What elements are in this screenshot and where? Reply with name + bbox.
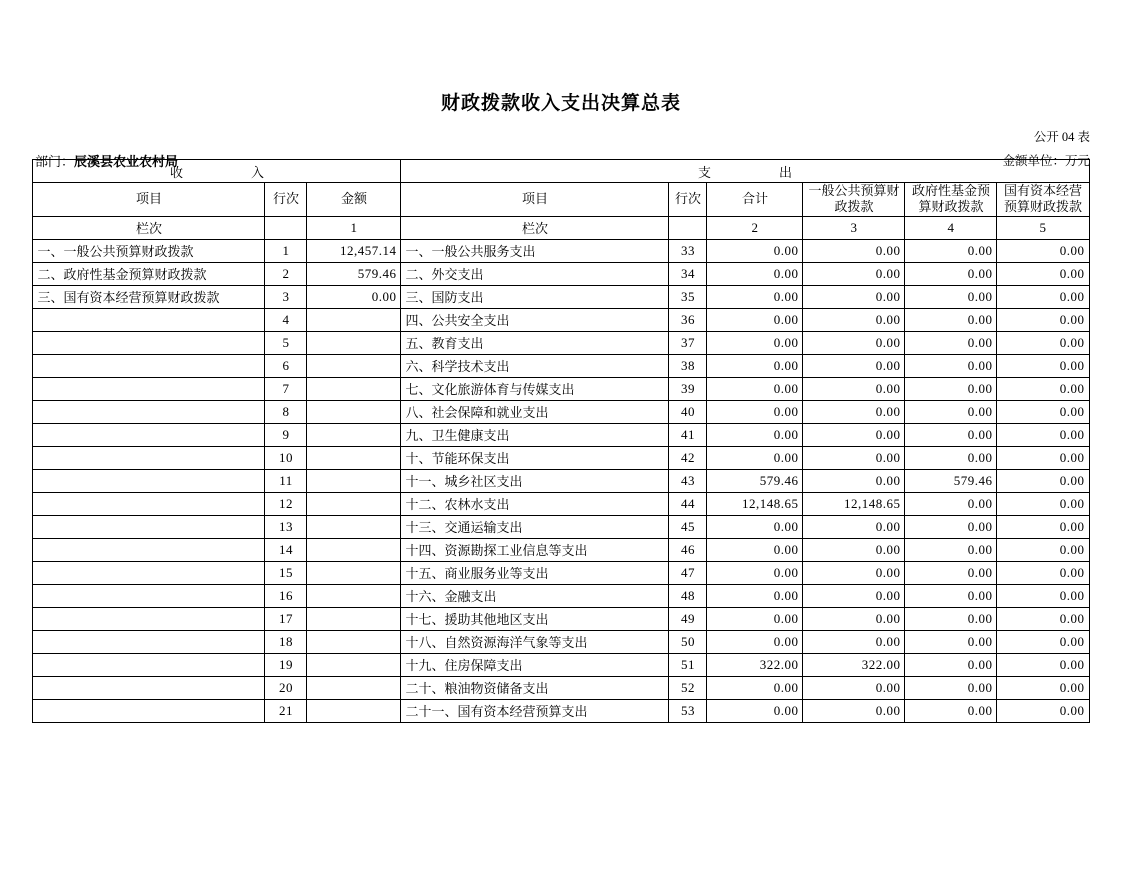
expense-item: 十一、城乡社区支出 bbox=[401, 469, 669, 492]
income-line: 17 bbox=[265, 607, 307, 630]
expense-fund-index: 4 bbox=[905, 216, 997, 239]
expense-fund: 0.00 bbox=[905, 400, 997, 423]
expense-state: 0.00 bbox=[997, 262, 1089, 285]
expense-general: 0.00 bbox=[803, 331, 905, 354]
income-item bbox=[33, 561, 265, 584]
expense-general: 0.00 bbox=[803, 469, 905, 492]
expense-state: 0.00 bbox=[997, 653, 1089, 676]
expense-line: 53 bbox=[669, 699, 707, 722]
income-item bbox=[33, 699, 265, 722]
header-expense-item: 项目 bbox=[401, 183, 669, 217]
income-amount-index: 1 bbox=[307, 216, 401, 239]
income-item bbox=[33, 469, 265, 492]
expense-item: 一、一般公共服务支出 bbox=[401, 239, 669, 262]
expense-general: 0.00 bbox=[803, 538, 905, 561]
income-line: 20 bbox=[265, 676, 307, 699]
income-line: 18 bbox=[265, 630, 307, 653]
expense-total: 0.00 bbox=[707, 400, 803, 423]
expense-fund: 0.00 bbox=[905, 377, 997, 400]
expense-fund: 0.00 bbox=[905, 308, 997, 331]
expense-fund: 0.00 bbox=[905, 630, 997, 653]
income-item bbox=[33, 354, 265, 377]
expense-general: 322.00 bbox=[803, 653, 905, 676]
expense-item: 十四、资源勘探工业信息等支出 bbox=[401, 538, 669, 561]
expense-fund: 0.00 bbox=[905, 262, 997, 285]
table-row bbox=[33, 699, 1089, 722]
expense-item: 十二、农林水支出 bbox=[401, 492, 669, 515]
table-row bbox=[33, 515, 1089, 538]
expense-total: 0.00 bbox=[707, 308, 803, 331]
table-row bbox=[33, 676, 1089, 699]
income-line: 8 bbox=[265, 400, 307, 423]
expense-line: 49 bbox=[669, 607, 707, 630]
expense-general: 0.00 bbox=[803, 400, 905, 423]
expense-state: 0.00 bbox=[997, 331, 1089, 354]
income-line: 4 bbox=[265, 308, 307, 331]
income-line: 21 bbox=[265, 699, 307, 722]
expense-general: 0.00 bbox=[803, 561, 905, 584]
expense-total: 0.00 bbox=[707, 239, 803, 262]
income-item bbox=[33, 400, 265, 423]
table-row bbox=[33, 423, 1089, 446]
expense-state: 0.00 bbox=[997, 400, 1089, 423]
expense-fund: 0.00 bbox=[905, 285, 997, 308]
income-item bbox=[33, 331, 265, 354]
expense-line: 44 bbox=[669, 492, 707, 515]
table-row bbox=[33, 653, 1089, 676]
table-row bbox=[33, 239, 1089, 262]
expense-state: 0.00 bbox=[997, 285, 1089, 308]
expense-state: 0.00 bbox=[997, 377, 1089, 400]
expense-item: 十六、金融支出 bbox=[401, 584, 669, 607]
expense-line: 48 bbox=[669, 584, 707, 607]
expense-item: 十五、商业服务业等支出 bbox=[401, 561, 669, 584]
expense-item: 八、社会保障和就业支出 bbox=[401, 400, 669, 423]
department-value: 辰溪县农业农村局 bbox=[74, 154, 179, 169]
expense-fund: 0.00 bbox=[905, 446, 997, 469]
expense-fund: 579.46 bbox=[905, 469, 997, 492]
expense-general: 0.00 bbox=[803, 423, 905, 446]
income-amount bbox=[307, 630, 401, 653]
expense-total: 0.00 bbox=[707, 584, 803, 607]
expense-line: 41 bbox=[669, 423, 707, 446]
income-item: 三、国有资本经营预算财政拨款 bbox=[33, 285, 265, 308]
expense-total: 0.00 bbox=[707, 331, 803, 354]
income-line: 7 bbox=[265, 377, 307, 400]
expense-line: 39 bbox=[669, 377, 707, 400]
expense-item: 二十一、国有资本经营预算支出 bbox=[401, 699, 669, 722]
page bbox=[0, 88, 1122, 881]
income-amount bbox=[307, 423, 401, 446]
expense-item: 五、教育支出 bbox=[401, 331, 669, 354]
expense-item: 二、外交支出 bbox=[401, 262, 669, 285]
income-amount bbox=[307, 377, 401, 400]
expense-fund: 0.00 bbox=[905, 699, 997, 722]
expense-item: 七、文化旅游体育与传媒支出 bbox=[401, 377, 669, 400]
income-amount bbox=[307, 331, 401, 354]
expense-fund: 0.00 bbox=[905, 584, 997, 607]
expense-column-index-label: 栏次 bbox=[401, 216, 669, 239]
income-item bbox=[33, 584, 265, 607]
expense-general: 0.00 bbox=[803, 308, 905, 331]
income-item: 一、一般公共预算财政拨款 bbox=[33, 239, 265, 262]
expense-state: 0.00 bbox=[997, 492, 1089, 515]
expense-item: 十九、住房保障支出 bbox=[401, 653, 669, 676]
income-line: 13 bbox=[265, 515, 307, 538]
table-row bbox=[33, 331, 1089, 354]
expense-general: 0.00 bbox=[803, 239, 905, 262]
expense-state: 0.00 bbox=[997, 561, 1089, 584]
expense-fund: 0.00 bbox=[905, 354, 997, 377]
table-row bbox=[33, 308, 1089, 331]
expense-state: 0.00 bbox=[997, 515, 1089, 538]
income-item bbox=[33, 607, 265, 630]
expense-state: 0.00 bbox=[997, 469, 1089, 492]
expense-line: 43 bbox=[669, 469, 707, 492]
table-row bbox=[33, 446, 1089, 469]
expense-line: 42 bbox=[669, 446, 707, 469]
expense-item: 十三、交通运输支出 bbox=[401, 515, 669, 538]
expense-total: 579.46 bbox=[707, 469, 803, 492]
expense-total: 0.00 bbox=[707, 423, 803, 446]
expense-line: 35 bbox=[669, 285, 707, 308]
expense-fund: 0.00 bbox=[905, 239, 997, 262]
expense-state: 0.00 bbox=[997, 607, 1089, 630]
header-expense-gov-fund: 政府性基金预算财政拨款 bbox=[905, 183, 997, 217]
header-income-line: 行次 bbox=[265, 183, 307, 217]
income-amount bbox=[307, 446, 401, 469]
amount-unit-note: 金额单位：万元 bbox=[1002, 154, 1090, 168]
expense-state: 0.00 bbox=[997, 354, 1089, 377]
expense-fund: 0.00 bbox=[905, 515, 997, 538]
income-line: 11 bbox=[265, 469, 307, 492]
expense-total: 322.00 bbox=[707, 653, 803, 676]
expense-line: 33 bbox=[669, 239, 707, 262]
income-line-index-blank bbox=[265, 216, 307, 239]
expense-fund: 0.00 bbox=[905, 561, 997, 584]
expense-total: 0.00 bbox=[707, 354, 803, 377]
expense-line: 36 bbox=[669, 308, 707, 331]
expense-general: 0.00 bbox=[803, 377, 905, 400]
sheet-number: 公开 04 表 bbox=[1033, 130, 1090, 144]
income-amount bbox=[307, 469, 401, 492]
expense-general: 0.00 bbox=[803, 699, 905, 722]
expense-fund: 0.00 bbox=[905, 653, 997, 676]
expense-line: 50 bbox=[669, 630, 707, 653]
income-line: 5 bbox=[265, 331, 307, 354]
expense-line-index-blank bbox=[669, 216, 707, 239]
expense-state: 0.00 bbox=[997, 446, 1089, 469]
expense-total: 0.00 bbox=[707, 561, 803, 584]
income-group-header: 收 入 bbox=[33, 160, 401, 183]
table-column-index-row bbox=[33, 216, 1089, 239]
expense-state: 0.00 bbox=[997, 630, 1089, 653]
income-amount bbox=[307, 400, 401, 423]
expense-total: 0.00 bbox=[707, 676, 803, 699]
income-amount bbox=[307, 354, 401, 377]
expense-general: 0.00 bbox=[803, 285, 905, 308]
table-group-header-row bbox=[33, 160, 1089, 183]
expense-state: 0.00 bbox=[997, 538, 1089, 561]
expense-total: 0.00 bbox=[707, 446, 803, 469]
expense-total: 0.00 bbox=[707, 262, 803, 285]
expense-state: 0.00 bbox=[997, 676, 1089, 699]
expense-item: 三、国防支出 bbox=[401, 285, 669, 308]
expense-total: 0.00 bbox=[707, 699, 803, 722]
income-amount bbox=[307, 492, 401, 515]
expense-total: 0.00 bbox=[707, 515, 803, 538]
expense-fund: 0.00 bbox=[905, 538, 997, 561]
table-row bbox=[33, 561, 1089, 584]
income-amount bbox=[307, 699, 401, 722]
income-column-index-label: 栏次 bbox=[33, 216, 265, 239]
expense-line: 34 bbox=[669, 262, 707, 285]
income-amount bbox=[307, 538, 401, 561]
expense-item: 十、节能环保支出 bbox=[401, 446, 669, 469]
income-item bbox=[33, 538, 265, 561]
expense-fund: 0.00 bbox=[905, 676, 997, 699]
income-item bbox=[33, 492, 265, 515]
expense-item: 四、公共安全支出 bbox=[401, 308, 669, 331]
table-row bbox=[33, 630, 1089, 653]
expense-general: 0.00 bbox=[803, 584, 905, 607]
income-amount: 579.46 bbox=[307, 262, 401, 285]
expense-state: 0.00 bbox=[997, 584, 1089, 607]
income-item bbox=[33, 653, 265, 676]
header-expense-state-capital: 国有资本经营预算财政拨款 bbox=[997, 183, 1089, 217]
expense-general: 0.00 bbox=[803, 607, 905, 630]
expense-total-index: 2 bbox=[707, 216, 803, 239]
income-amount: 12,457.14 bbox=[307, 239, 401, 262]
income-amount bbox=[307, 561, 401, 584]
expense-group-header: 支 出 bbox=[401, 160, 1089, 183]
expense-line: 52 bbox=[669, 676, 707, 699]
income-line: 16 bbox=[265, 584, 307, 607]
expense-fund: 0.00 bbox=[905, 492, 997, 515]
income-item bbox=[33, 630, 265, 653]
table-column-header-row bbox=[33, 183, 1089, 217]
department-label: 部门： bbox=[35, 154, 75, 169]
expense-line: 40 bbox=[669, 400, 707, 423]
expense-general: 0.00 bbox=[803, 354, 905, 377]
meta-row bbox=[0, 115, 1122, 169]
expense-fund: 0.00 bbox=[905, 607, 997, 630]
income-line: 15 bbox=[265, 561, 307, 584]
table-row bbox=[33, 285, 1089, 308]
expense-general: 0.00 bbox=[803, 262, 905, 285]
income-amount bbox=[307, 308, 401, 331]
table-row bbox=[33, 469, 1089, 492]
income-line: 10 bbox=[265, 446, 307, 469]
expense-state-index: 5 bbox=[997, 216, 1089, 239]
expense-line: 51 bbox=[669, 653, 707, 676]
header-income-amount: 金额 bbox=[307, 183, 401, 217]
income-item bbox=[33, 446, 265, 469]
income-item: 二、政府性基金预算财政拨款 bbox=[33, 262, 265, 285]
expense-item: 十七、援助其他地区支出 bbox=[401, 607, 669, 630]
table-row bbox=[33, 492, 1089, 515]
expense-total: 0.00 bbox=[707, 285, 803, 308]
income-line: 3 bbox=[265, 285, 307, 308]
income-line: 14 bbox=[265, 538, 307, 561]
header-income-item: 项目 bbox=[33, 183, 265, 217]
expense-total: 0.00 bbox=[707, 377, 803, 400]
expense-item: 十八、自然资源海洋气象等支出 bbox=[401, 630, 669, 653]
page-title: 财政拨款收入支出决算总表 bbox=[440, 93, 681, 114]
expense-fund: 0.00 bbox=[905, 423, 997, 446]
expense-line: 46 bbox=[669, 538, 707, 561]
expense-line: 38 bbox=[669, 354, 707, 377]
expense-line: 47 bbox=[669, 561, 707, 584]
income-amount bbox=[307, 607, 401, 630]
income-item bbox=[33, 423, 265, 446]
income-item bbox=[33, 515, 265, 538]
expense-state: 0.00 bbox=[997, 423, 1089, 446]
table-row bbox=[33, 584, 1089, 607]
expense-state: 0.00 bbox=[997, 699, 1089, 722]
expense-general: 0.00 bbox=[803, 630, 905, 653]
income-line: 2 bbox=[265, 262, 307, 285]
income-amount bbox=[307, 653, 401, 676]
header-expense-total: 合计 bbox=[707, 183, 803, 217]
expense-general: 0.00 bbox=[803, 515, 905, 538]
income-amount bbox=[307, 676, 401, 699]
income-amount bbox=[307, 515, 401, 538]
expense-total: 0.00 bbox=[707, 630, 803, 653]
expense-fund: 0.00 bbox=[905, 331, 997, 354]
expense-state: 0.00 bbox=[997, 308, 1089, 331]
table-row bbox=[33, 538, 1089, 561]
table-row bbox=[33, 607, 1089, 630]
expense-general: 0.00 bbox=[803, 676, 905, 699]
expense-total: 0.00 bbox=[707, 607, 803, 630]
table-row bbox=[33, 377, 1089, 400]
income-line: 12 bbox=[265, 492, 307, 515]
table-row bbox=[33, 262, 1089, 285]
header-expense-general-public: 一般公共预算财政拨款 bbox=[803, 183, 905, 217]
expense-item: 六、科学技术支出 bbox=[401, 354, 669, 377]
expense-total: 0.00 bbox=[707, 538, 803, 561]
income-line: 19 bbox=[265, 653, 307, 676]
expense-general: 0.00 bbox=[803, 446, 905, 469]
income-line: 1 bbox=[265, 239, 307, 262]
table-row bbox=[33, 354, 1089, 377]
expense-line: 37 bbox=[669, 331, 707, 354]
expense-item: 九、卫生健康支出 bbox=[401, 423, 669, 446]
income-item bbox=[33, 308, 265, 331]
income-line: 9 bbox=[265, 423, 307, 446]
expense-general-index: 3 bbox=[803, 216, 905, 239]
income-item bbox=[33, 676, 265, 699]
income-amount bbox=[307, 584, 401, 607]
expense-item: 二十、粮油物资储备支出 bbox=[401, 676, 669, 699]
expense-general: 12,148.65 bbox=[803, 492, 905, 515]
budget-table bbox=[32, 159, 1089, 723]
expense-total: 12,148.65 bbox=[707, 492, 803, 515]
income-amount: 0.00 bbox=[307, 285, 401, 308]
header-expense-line: 行次 bbox=[669, 183, 707, 217]
expense-line: 45 bbox=[669, 515, 707, 538]
table-row bbox=[33, 400, 1089, 423]
department-line bbox=[35, 151, 178, 170]
income-line: 6 bbox=[265, 354, 307, 377]
expense-state: 0.00 bbox=[997, 239, 1089, 262]
income-item bbox=[33, 377, 265, 400]
